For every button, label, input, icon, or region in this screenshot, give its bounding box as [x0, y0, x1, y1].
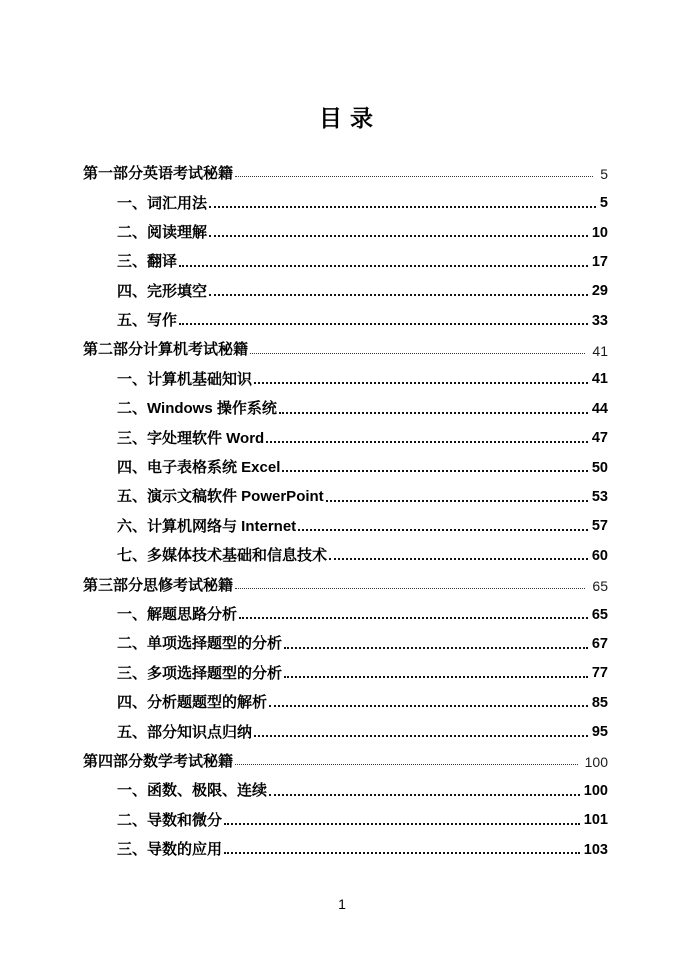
toc-entry-label: 六、计算机网络与 Internet — [117, 517, 297, 535]
toc-entry-page-number: 29 — [591, 283, 608, 300]
toc-entry-label: 三、导数的应用 — [117, 841, 223, 859]
toc-sub-entry[interactable] — [83, 682, 608, 711]
dot-leader — [209, 235, 588, 237]
toc-entry-label: 四、电子表格系统 Excel — [117, 459, 281, 477]
toc-entry-page-number: 44 — [591, 400, 608, 417]
dot-leader — [279, 412, 588, 414]
toc-sub-entry[interactable] — [83, 770, 608, 799]
toc-sub-entry[interactable] — [83, 388, 608, 417]
dot-leader — [254, 382, 588, 384]
toc-sub-entry[interactable] — [83, 594, 608, 623]
toc-chapter-entry[interactable] — [83, 741, 608, 770]
toc-entry-page-number: 57 — [591, 518, 608, 535]
toc-sub-entry[interactable] — [83, 182, 608, 211]
dot-leader — [224, 823, 580, 825]
toc-entry-page-number: 100 — [583, 782, 608, 799]
dot-leader — [209, 206, 596, 208]
toc-entry-page-number: 67 — [591, 635, 608, 652]
toc-entry-page-number: 95 — [591, 724, 608, 741]
toc-entry-label: 二、单项选择题型的分析 — [117, 635, 283, 653]
toc-sub-entry[interactable] — [83, 800, 608, 829]
dot-leader — [179, 323, 588, 325]
toc-entry-label: 一、函数、极限、连续 — [117, 782, 268, 800]
toc-entry-label: 一、解题思路分析 — [117, 606, 238, 623]
toc-entry-page-number: 65 — [591, 606, 608, 623]
toc-entry-page-number: 5 — [600, 166, 608, 183]
toc-entry-label: 三、翻译 — [117, 253, 178, 271]
toc-entry-page-number: 53 — [591, 489, 608, 506]
toc-sub-entry[interactable] — [83, 711, 608, 740]
toc-entry-label: 第四部分数学考试秘籍 — [83, 752, 234, 770]
toc-sub-entry[interactable] — [83, 623, 608, 652]
toc-entry-label: 七、多媒体技术基础和信息技术 — [117, 547, 328, 565]
toc-entry-label: 二、导数和微分 — [117, 811, 223, 829]
toc-chapter-entry[interactable] — [83, 153, 608, 182]
dot-leader — [269, 794, 580, 796]
toc-entry-label: 三、字处理软件 Word — [117, 429, 265, 447]
toc-entry-label: 二、阅读理解 — [117, 223, 208, 241]
toc-title: 目录 — [319, 105, 381, 131]
toc-entry-page-number: 77 — [591, 665, 608, 682]
toc-entry-label: 第二部分计算机考试秘籍 — [83, 341, 249, 359]
toc-entry-page-number: 5 — [599, 195, 608, 212]
toc-sub-entry[interactable] — [83, 241, 608, 270]
toc-sub-entry[interactable] — [83, 447, 608, 476]
toc-list — [83, 153, 608, 858]
toc-entry-page-number: 60 — [591, 547, 608, 564]
toc-entry-label: 五、部分知识点归纳 — [117, 723, 253, 741]
footer-page-number: 1 — [338, 896, 346, 912]
toc-sub-entry[interactable] — [83, 476, 608, 505]
toc-entry-label: 四、完形填空 — [117, 282, 208, 300]
dot-leader — [224, 852, 580, 854]
dot-leader — [282, 470, 587, 472]
toc-entry-label: 第三部分思修考试秘籍 — [83, 576, 234, 594]
toc-entry-page-number: 47 — [591, 430, 608, 447]
toc-sub-entry[interactable] — [83, 271, 608, 300]
toc-entry-label: 四、分析题题型的解析 — [117, 694, 268, 712]
toc-entry-label: 第一部分英语考试秘籍 — [83, 165, 234, 183]
toc-entry-page-number: 103 — [583, 841, 608, 858]
dot-leader — [235, 176, 593, 177]
dot-leader — [235, 764, 578, 765]
toc-entry-page-number: 85 — [591, 694, 608, 711]
toc-entry-label: 五、演示文稿软件 PowerPoint — [117, 488, 324, 506]
toc-entry-page-number: 41 — [592, 342, 608, 359]
dot-leader — [250, 353, 585, 354]
toc-entry-page-number: 33 — [591, 312, 608, 329]
dot-leader — [235, 588, 585, 589]
toc-entry-page-number: 10 — [591, 224, 608, 241]
dot-leader — [326, 500, 588, 502]
toc-sub-entry[interactable] — [83, 506, 608, 535]
dot-leader — [179, 265, 588, 267]
dot-leader — [329, 558, 588, 560]
dot-leader — [266, 441, 588, 443]
toc-entry-page-number: 65 — [592, 577, 608, 594]
dot-leader — [254, 735, 588, 737]
toc-entry-label: 三、多项选择题型的分析 — [117, 664, 283, 682]
dot-leader — [239, 617, 588, 619]
toc-sub-entry[interactable] — [83, 535, 608, 564]
dot-leader — [269, 705, 588, 707]
toc-chapter-entry[interactable] — [83, 329, 608, 358]
toc-sub-entry[interactable] — [83, 418, 608, 447]
toc-entry-page-number: 50 — [591, 459, 608, 476]
toc-entry-label: 一、词汇用法 — [117, 194, 208, 212]
dot-leader — [284, 676, 588, 678]
toc-entry-page-number: 41 — [591, 371, 608, 388]
toc-sub-entry[interactable] — [83, 300, 608, 329]
dot-leader — [209, 294, 588, 296]
dot-leader — [298, 529, 588, 531]
toc-entry-label: 二、Windows 操作系统 — [117, 400, 277, 418]
toc-sub-entry[interactable] — [83, 359, 608, 388]
toc-sub-entry[interactable] — [83, 829, 608, 858]
toc-entry-page-number: 100 — [584, 754, 608, 771]
toc-chapter-entry[interactable] — [83, 564, 608, 593]
dot-leader — [284, 647, 588, 649]
toc-entry-label: 一、计算机基础知识 — [117, 370, 253, 388]
toc-entry-page-number: 17 — [591, 253, 608, 270]
toc-sub-entry[interactable] — [83, 653, 608, 682]
toc-entry-label: 五、写作 — [117, 312, 178, 330]
toc-entry-page-number: 101 — [583, 812, 608, 829]
toc-sub-entry[interactable] — [83, 212, 608, 241]
